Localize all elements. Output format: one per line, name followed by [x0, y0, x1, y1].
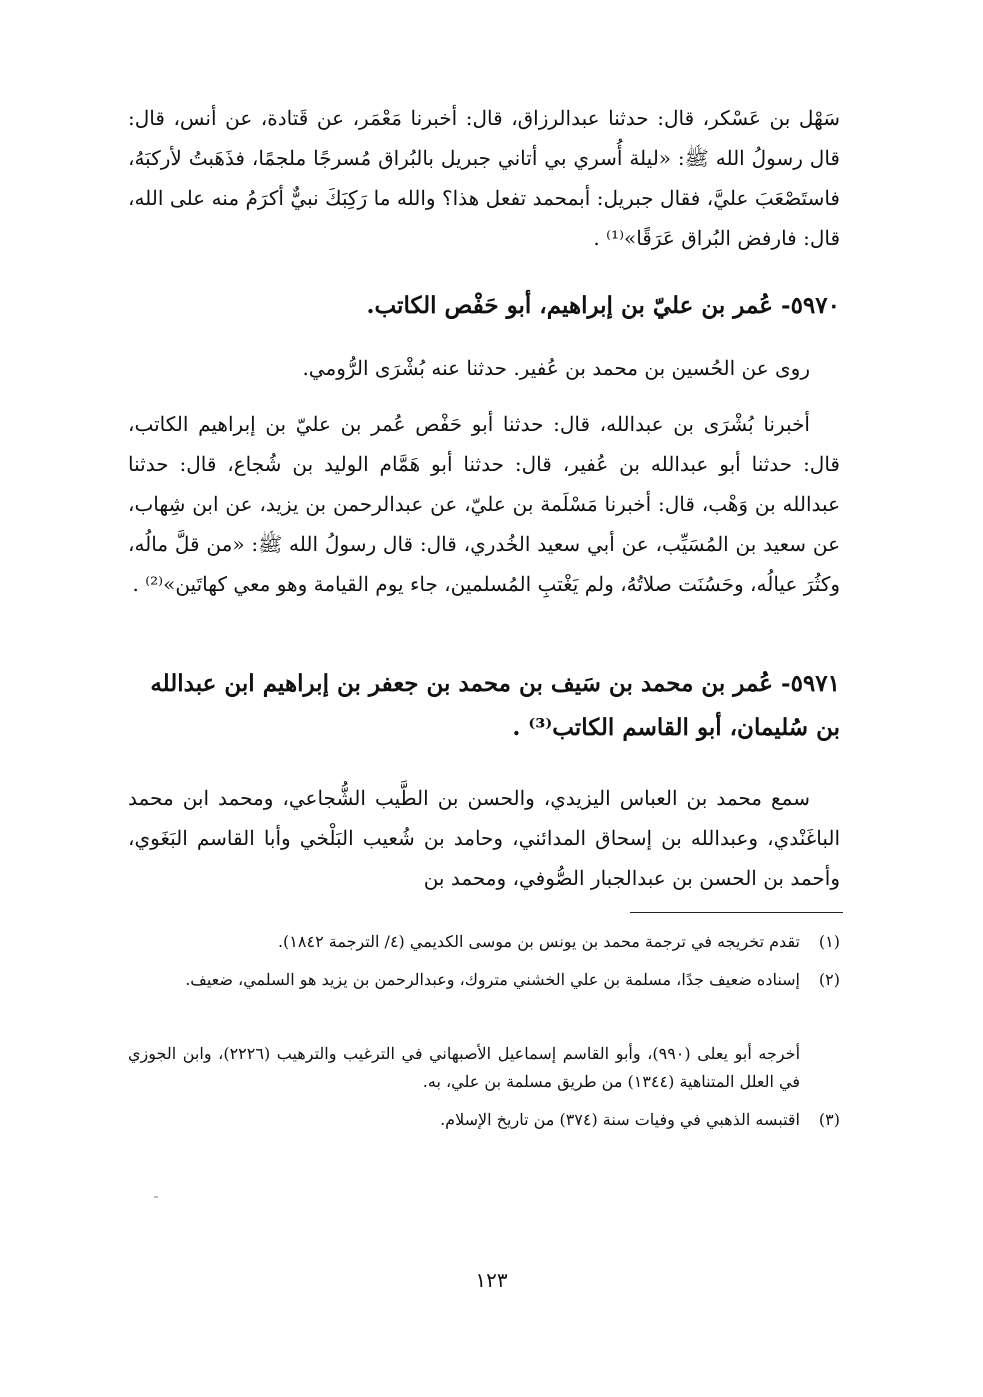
body-paragraph: أخبرنا بُشْرَى بن عبدالله، قال: حدثنا أبو حَفْص عُمر بن عليّ بن إبراهيم الكاتب، قال: حدثنا أبو عبدالله بن عُفير، قال: حدثنا أبو هَمَّام الوليد بن شُجاع، قال: حدثنا عبدالله بن وَهْب، قال: أخبرنا مَسْلَمة بن عليّ، عن عبدالرحمن بن يزيد، عن ابن شِهاب، عن سعيد بن المُسَيِّب، عن أبي سعيد الخُدري، قال: قال رسولُ الله ﷺ: «من قلَّ مالُه، وكثُرَ عيالُه، وحَسُنَت صلاتُهُ، ولم يَغْتبِ المُسلمين، جاء يوم القيامة وهو معي كهاتَين»⁽²⁾ .: [128, 412, 840, 596]
page-number: ١٢٣: [475, 1268, 508, 1292]
body-paragraph: سَهْل بن عَسْكر، قال: حدثنا عبدالرزاق، قال: أخبرنا مَعْمَر، عن قَتادة، عن أنس، قال: قال رسولُ الله ﷺ: «ليلة أُسري بي أتاني جبريل بالبُراق مُسرجًا ملجمًا، فذَهَبتُ لأركبَهُ، فاستَصْعَبَ عليَّ، فقال جبريل: أبمحمد تفعل هذا؟ والله ما رَكِبَكَ نبيٌّ أكرَمُ منه على الله، قال: فارفض البُراق عَرَقًا»⁽¹⁾ .: [128, 106, 840, 250]
footnote: [128, 1106, 840, 1134]
footnote-text: اقتبسه الذهبي في وفيات سنة (٣٧٤) من تاريخ الإسلام.: [440, 1110, 800, 1129]
footnote-number: (٣): [818, 1110, 840, 1129]
biography-heading: ٥٩٧١- عُمر بن محمد بن سَيف بن محمد بن جعفر بن إبراهيم ابن عبدالله بن سُليمان، أبو القاسم الكاتب⁽³⁾ .: [150, 670, 840, 741]
footnote-text: إسناده ضعيف جدًا، مسلمة بن علي الخشني متروك، وعبدالرحمن بن يزيد هو السلمي، ضعيف.: [185, 970, 800, 989]
footnote-continuation: أخرجه أبو يعلى (٩٩٠)، وأبو القاسم إسماعيل الأصبهاني في الترغيب والترهيب (٢٢٢٦)، وابن الجوزي في العلل المتناهية (١٣٤٤) من طريق مسلمة بن علي، به.: [128, 1044, 801, 1091]
footnote-number: (١): [818, 932, 840, 951]
footnote-text: تقدم تخريجه في ترجمة محمد بن يونس بن موسى الكديمي (٤/ الترجمة ١٨٤٢).: [277, 932, 800, 951]
footnote-separator: [630, 912, 843, 913]
body-paragraph: روى عن الحُسين بن محمد بن عُفير. حدثنا عنه بُشْرَى الرُّومي.: [302, 356, 810, 380]
scan-speck: [154, 1196, 158, 1198]
biography-heading: ٥٩٧٠- عُمر بن عليّ بن إبراهيم، أبو حَفْص الكاتب.: [366, 292, 840, 319]
footnote: [128, 928, 840, 956]
footnote: [128, 966, 840, 994]
footnote-number: (٢): [818, 970, 840, 989]
body-paragraph: سمع محمد بن العباس اليزيدي، والحسن بن الطَّيب الشُّجاعي، ومحمد ابن محمد الباغَنْدي، وعبدالله بن إسحاق المدائني، وحامد بن شُعيب البَلْخي وأبا القاسم البَغَوي، وأحمد بن الحسن بن عبدالجبار الصُّوفي، ومحمد بن: [128, 786, 840, 890]
